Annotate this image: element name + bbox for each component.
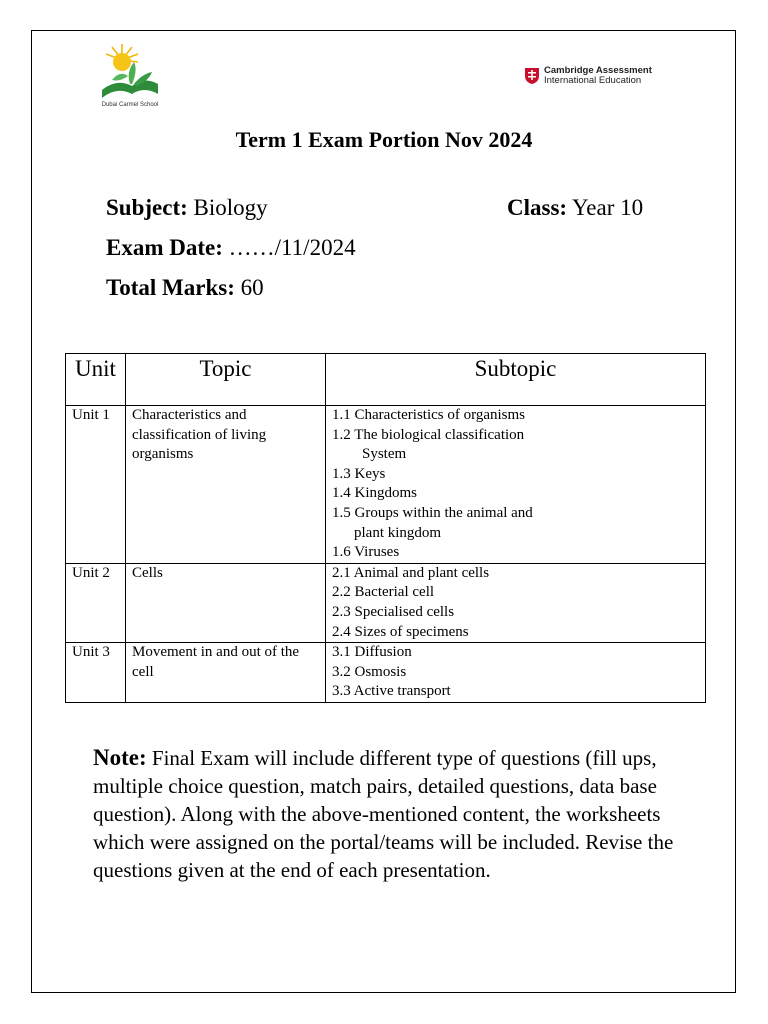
topic-cell: Characteristics and classification of living organisms	[126, 406, 326, 564]
cambridge-logo	[524, 65, 652, 87]
subtopic-cell	[326, 643, 706, 703]
subtopic-item: 2.2 Bacterial cell	[332, 584, 435, 601]
topic-cell: Cells	[126, 563, 326, 642]
school-crest-icon	[92, 40, 170, 102]
unit-cell: Unit 2	[66, 563, 126, 642]
subtopic-item: 1.4 Kingdoms	[332, 485, 418, 502]
document-title: Term 1 Exam Portion Nov 2024	[235, 127, 533, 152]
exam-date-label: Exam Date:	[106, 235, 223, 260]
subtopic-item: 2.3 Specialised cells	[332, 603, 455, 620]
exam-date-field	[106, 235, 356, 261]
subtopic-item: 2.1 Animal and plant cells	[332, 564, 490, 581]
subtopic-item: 3.2 Osmosis	[332, 663, 407, 680]
class-field	[507, 195, 643, 221]
exam-note	[93, 744, 693, 884]
total-marks-label: Total Marks:	[106, 275, 235, 300]
subtopic-item: 1.2 The biological classification	[332, 426, 525, 443]
table-row	[66, 563, 706, 642]
total-marks-value: 60	[240, 275, 264, 300]
school-logo	[92, 40, 170, 112]
subject-label: Subject:	[106, 195, 188, 220]
header-subtopic: Subtopic	[326, 354, 706, 406]
unit-cell: Unit 3	[66, 643, 126, 703]
subtopic-item: 3.3 Active transport	[332, 683, 451, 700]
subtopic-item: 3.1 Diffusion	[332, 644, 412, 661]
cambridge-logo-line1: Cambridge Assessment	[544, 65, 652, 76]
subtopic-item: 1.5 Groups within the animal and	[332, 504, 533, 521]
subtopic-cell	[326, 563, 706, 642]
subtopic-item: System	[362, 446, 407, 463]
cambridge-logo-line2: International Education	[544, 75, 642, 86]
subtopic-item: 2.4 Sizes of specimens	[332, 623, 469, 640]
subtopic-item: 1.1 Characteristics of organisms	[332, 407, 526, 423]
header-topic: Topic	[126, 354, 326, 406]
unit-cell: Unit 1	[66, 406, 126, 564]
header-unit: Unit	[66, 354, 126, 406]
table-header-row	[66, 354, 706, 406]
note-label: Note:	[93, 745, 147, 770]
subtopic-cell	[326, 406, 706, 564]
note-text: Final Exam will include different type of questions (fill ups, multiple choice question, match pairs, detailed questions, data base question). Along with the above-mentioned content, the worksheets which were assigned on the portal/teams will be included. Revise the questions given at the end of each presentation.	[93, 746, 674, 882]
table-row	[66, 643, 706, 703]
topic-cell: Movement in and out of the cell	[126, 643, 326, 703]
cambridge-shield-icon	[524, 67, 540, 85]
class-label: Class:	[507, 195, 568, 220]
subtopic-item: 1.3 Keys	[332, 465, 386, 482]
total-marks-field	[106, 275, 264, 301]
table-row	[66, 406, 706, 564]
school-logo-caption: Dubai Carmel School	[101, 102, 159, 108]
subtopic-item: plant kingdom	[354, 524, 442, 541]
subject-value: Biology	[193, 195, 268, 220]
exam-portion-table	[65, 353, 706, 703]
subtopic-item: 1.6 Viruses	[332, 544, 400, 561]
exam-date-value: ……/11/2024	[228, 235, 356, 260]
class-value: Year 10	[571, 195, 644, 220]
subject-field	[106, 195, 268, 221]
